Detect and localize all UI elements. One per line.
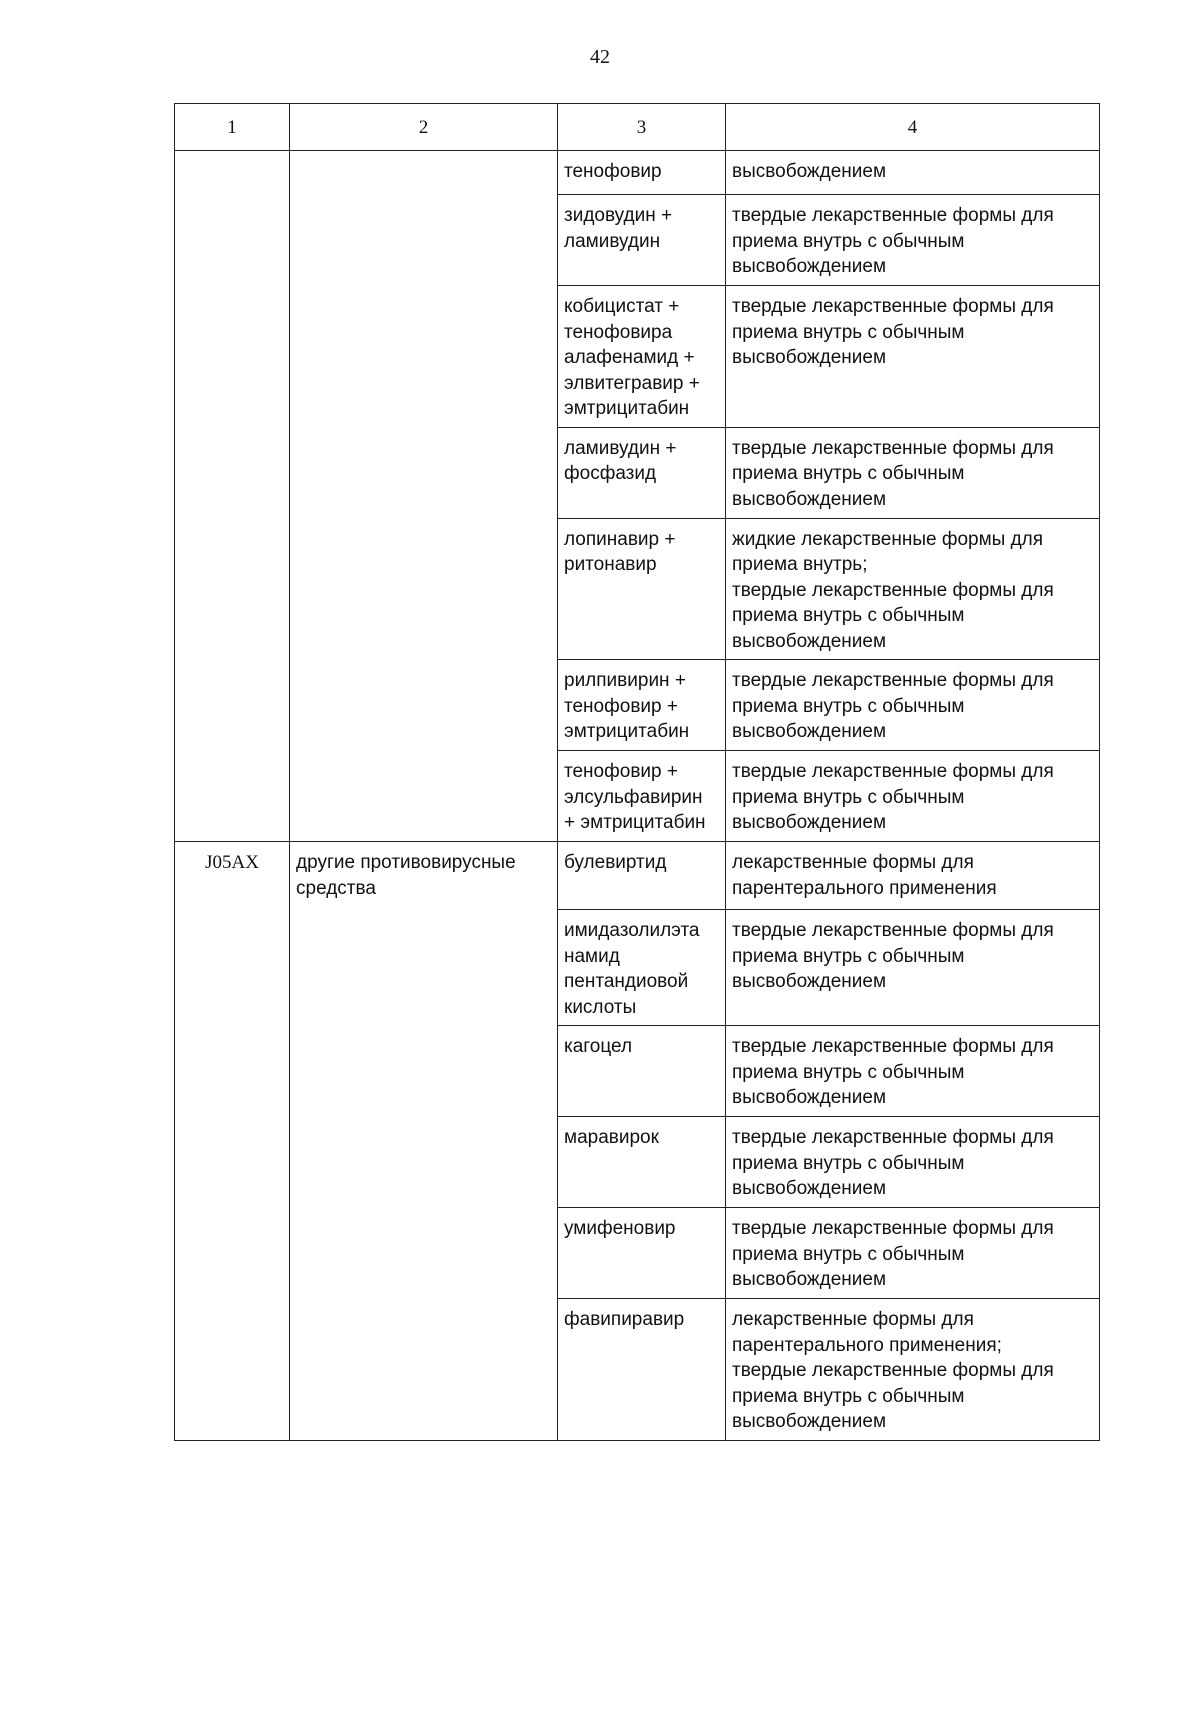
dosage-form-line: приема внутрь;: [732, 554, 868, 575]
dosage-form-line: приема внутрь с обычным: [732, 945, 965, 967]
dosage-form-line: приема внутрь с обычным: [732, 230, 965, 252]
drug-name-line: ритонавир: [564, 554, 657, 575]
drug-name-line: маравирок: [564, 1127, 659, 1148]
dosage-form-line: высвобождением: [732, 1269, 887, 1290]
dosage-form-line: высвобождением: [732, 721, 887, 742]
drug-name-cell: [558, 1117, 726, 1208]
dosage-form-cell: [726, 660, 1100, 751]
drug-name-line: тенофовира: [564, 321, 673, 343]
dosage-form-cell: [726, 518, 1100, 660]
group-name-line: средства: [296, 877, 376, 899]
dosage-form-line: твердые лекарственные формы для: [732, 670, 1054, 691]
dosage-form-line: твердые лекарственные формы для: [732, 296, 1054, 317]
dosage-form-line: приема внутрь с обычным: [732, 605, 965, 626]
drug-name-line: лопинавир +: [564, 528, 676, 550]
dosage-form-cell: [726, 195, 1100, 286]
group-name-line: другие противовирусные: [296, 852, 516, 873]
drug-name-line: ламивудин +: [564, 437, 677, 459]
drug-name-line: ламивудин: [564, 230, 661, 252]
drug-name-cell: [558, 427, 726, 518]
dosage-form-line: высвобождением: [732, 488, 887, 510]
drug-name-line: фосфазид: [564, 463, 657, 484]
drug-name-line: кислоты: [564, 996, 637, 1018]
dosage-form-line: приема внутрь с обычным: [732, 1243, 965, 1265]
atc-code: J05AX: [205, 852, 259, 873]
drug-name-line: булевиртид: [564, 852, 667, 873]
drug-table: [174, 103, 1100, 1441]
dosage-form-line: приема внутрь с обычным: [732, 463, 965, 484]
drug-name-line: имидазолилэта: [564, 920, 700, 941]
drug-name-line: тенофовир +: [564, 695, 678, 717]
dosage-form-line: твердые лекарственные формы для: [732, 437, 1054, 459]
dosage-form-line: твердые лекарственные формы для: [732, 1036, 1054, 1057]
dosage-form-line: высвобождением: [732, 630, 887, 652]
dosage-form-line: твердые лекарственные формы для: [732, 1218, 1054, 1239]
dosage-form-line: высвобождением: [732, 812, 887, 833]
dosage-form-line: высвобождением: [732, 1411, 887, 1432]
drug-name-cell: [558, 751, 726, 842]
dosage-form-line: высвобождением: [732, 161, 887, 182]
header-col-3: 3: [558, 104, 726, 151]
drug-name-line: намид: [564, 945, 620, 967]
drug-name-line: эмтрицитабин: [564, 721, 690, 742]
dosage-form-line: парентерального применения: [732, 877, 997, 899]
dosage-form-line: приема внутрь с обычным: [732, 321, 965, 343]
drug-name-line: эмтрицитабин: [564, 398, 690, 419]
dosage-form-line: высвобождением: [732, 1178, 887, 1199]
table-row: [175, 151, 1100, 195]
drug-name-cell: [558, 660, 726, 751]
drug-name-line: алафенамид +: [564, 347, 695, 368]
page-number: 42: [590, 46, 610, 68]
drug-name-cell: [558, 286, 726, 428]
drug-name-cell: [558, 1208, 726, 1299]
drug-name-line: умифеновир: [564, 1218, 676, 1239]
drug-name-line: тенофовир +: [564, 761, 678, 782]
drug-name-cell: [558, 518, 726, 660]
drug-name-line: рилпивирин +: [564, 670, 686, 691]
dosage-form-line: твердые лекарственные формы для: [732, 761, 1054, 782]
drug-name-cell: [558, 842, 726, 910]
table-row: [175, 842, 1100, 910]
dosage-form-line: твердые лекарственные формы для: [732, 1127, 1054, 1148]
drug-name-cell: [558, 910, 726, 1026]
drug-name-line: фавипиравир: [564, 1309, 685, 1330]
header-col-4: 4: [726, 104, 1100, 151]
drug-name-line: элсульфавирин: [564, 786, 703, 808]
drug-name-line: пентандиовой: [564, 971, 689, 992]
dosage-form-line: приема внутрь с обычным: [732, 1152, 965, 1174]
dosage-form-cell: [726, 910, 1100, 1026]
dosage-form-line: твердые лекарственные формы для: [732, 579, 1054, 601]
dosage-form-cell: [726, 1117, 1100, 1208]
dosage-form-line: жидкие лекарственные формы для: [732, 528, 1044, 550]
table-header-row: [175, 104, 1100, 151]
dosage-form-line: твердые лекарственные формы для: [732, 1360, 1054, 1381]
dosage-form-line: приема внутрь с обычным: [732, 786, 965, 808]
drug-name-cell: [558, 1026, 726, 1117]
header-col-2: 2: [290, 104, 558, 151]
group-name-cell: [290, 842, 558, 1441]
dosage-form-line: высвобождением: [732, 1087, 887, 1108]
drug-name-line: зидовудин +: [564, 205, 673, 226]
dosage-form-cell: [726, 1026, 1100, 1117]
drug-table-container: [174, 103, 1099, 1441]
dosage-form-cell: [726, 151, 1100, 195]
dosage-form-cell: [726, 286, 1100, 428]
dosage-form-line: приема внутрь с обычным: [732, 1061, 965, 1083]
dosage-form-cell: [726, 1299, 1100, 1441]
dosage-form-line: приема внутрь с обычным: [732, 695, 965, 717]
drug-name-line: + эмтрицитабин: [564, 812, 706, 833]
atc-code-cell: [175, 151, 290, 842]
dosage-form-cell: [726, 427, 1100, 518]
drug-name-cell: [558, 1299, 726, 1441]
drug-name-cell: [558, 151, 726, 195]
drug-table-body: [175, 104, 1100, 1441]
header-col-1: 1: [175, 104, 290, 151]
dosage-form-line: лекарственные формы для: [732, 852, 974, 873]
drug-name-line: элвитегравир +: [564, 372, 700, 394]
drug-name-line: тенофовир: [564, 161, 662, 182]
dosage-form-cell: [726, 751, 1100, 842]
dosage-form-line: высвобождением: [732, 347, 887, 368]
dosage-form-line: высвобождением: [732, 971, 887, 992]
dosage-form-cell: [726, 1208, 1100, 1299]
dosage-form-line: твердые лекарственные формы для: [732, 920, 1054, 941]
drug-name-cell: [558, 195, 726, 286]
dosage-form-line: лекарственные формы для: [732, 1309, 974, 1330]
dosage-form-line: высвобождением: [732, 256, 887, 277]
group-name-cell: [290, 151, 558, 842]
atc-code-cell: [175, 842, 290, 1441]
drug-name-line: кобицистат +: [564, 296, 680, 317]
dosage-form-cell: [726, 842, 1100, 910]
dosage-form-line: приема внутрь с обычным: [732, 1385, 965, 1407]
dosage-form-line: парентерального применения;: [732, 1334, 1002, 1356]
dosage-form-line: твердые лекарственные формы для: [732, 205, 1054, 226]
drug-name-line: кагоцел: [564, 1036, 633, 1057]
